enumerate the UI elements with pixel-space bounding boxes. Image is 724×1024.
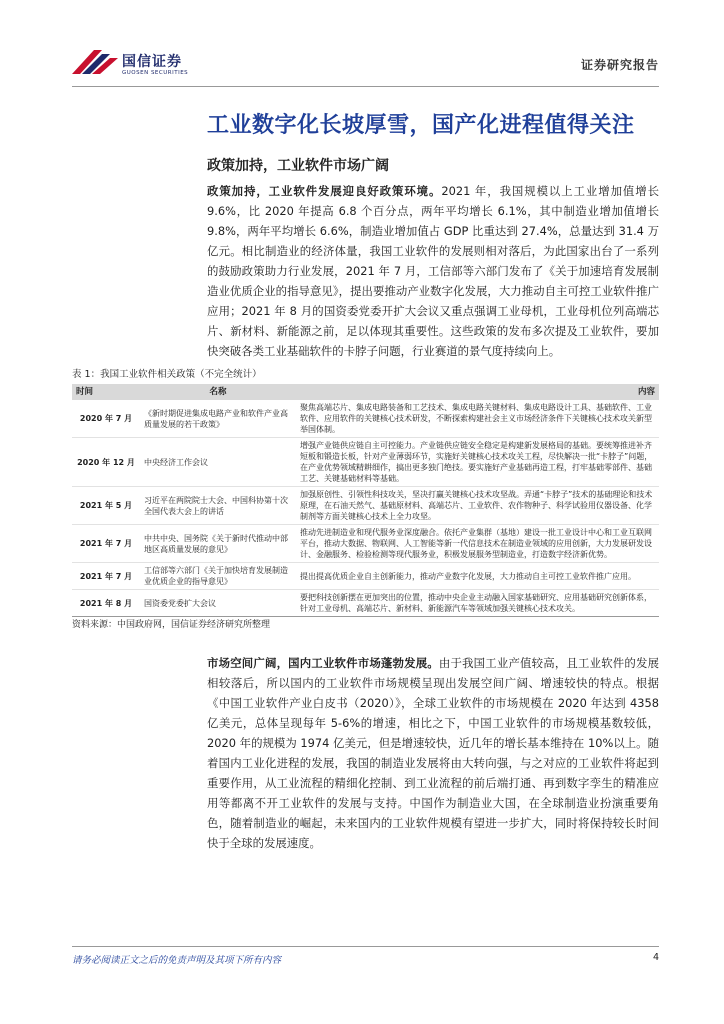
cell-time: 2020 年 7 月 [72,400,140,438]
cell-name: 中央经济工作会议 [140,438,296,487]
cell-time: 2021 年 7 月 [72,525,140,563]
logo-chinese-name: 国信证券 [122,54,182,70]
footer-divider [72,946,659,947]
logo-english-name: GUOSEN SECURITIES [122,70,189,76]
cell-content: 要把科技创新摆在更加突出的位置，推动中央企业主动融入国家基础研究、应用基础研究创新体系，针对工业母机、高端芯片、新材料、新能源汽车等领域加强关键核心技术攻关。 [296,590,659,617]
header-content: 内容 [296,384,659,400]
policy-table [72,384,659,617]
paragraph-body: 2021 年，我国规模以上工业增加值增长 9.6%，比 2020 年提高 6.8 个百分点，两年平均增长 6.1%，其中制造业增加值增长 9.8%，两年平均增长 6.6%，制造业增加值占 GDP 比重达到 27.4%，总量达到 31.4 万亿元。相比制造业的经济体量，我国工业软件的发展则相对落后，为此国家出台了一系列的鼓励政策助力行业发展，2021 年 7 月，工信部等六部门发布了《关于加速培育发展制造业优质企业的指导意见》，提出要推动产业数字化发展，大力推动自主可控工业软件推广应用；2021 年 8 月的国资委党委开扩大会议又重点强调工业母机，工业母机位列高端芯片、新材料、新能源之前，足以体现其重要性。这些政策的发布多次提及工业软件，要加快突破各类工业基础软件的卡脖子问题，行业赛道的景气度持续向上。 [207,184,659,358]
cell-content: 推动先进制造业和现代服务业深度融合。依托产业集群（基地）建设一批工业设计中心和工业互联网平台，推动大数据、物联网、人工智能等新一代信息技术在制造业领域的应用创新，大力发展研发设计、金融服务、检验检测等现代服务业，积极发展服务型制造业，打造数字经济新优势。 [296,525,659,563]
guosen-logo-mark-icon [72,48,118,78]
table-row [72,438,659,487]
table-caption: 表 1：我国工业软件相关政策（不完全统计） [72,369,262,380]
cell-time: 2021 年 5 月 [72,487,140,525]
table-row [72,563,659,590]
header-divider [72,86,659,87]
cell-time: 2021 年 8 月 [72,590,140,617]
cell-name: 工信部等六部门《关于加快培育发展制造业优质企业的指导意见》 [140,563,296,590]
header-time: 时间 [72,384,140,400]
cell-name: 《新时期促进集成电路产业和软件产业高质量发展的若干政策》 [140,400,296,438]
page-number: 4 [652,952,659,963]
cell-content: 增强产业链供应链自主可控能力。产业链供应链安全稳定是构建新发展格局的基础。要统筹推进补齐短板和锻造长板，针对产业薄弱环节，实施好关键核心技术攻关工程，尽快解决一批“卡脖子”问题，在产业优势领域精耕细作，搞出更多独门绝技。要实施好产业基础再造工程，打牢基础零部件、基础工艺、关键基础材料等基础。 [296,438,659,487]
disclaimer-text: 请务必阅读正文之后的免责声明及其项下所有内容 [72,955,282,966]
cell-time: 2021 年 7 月 [72,563,140,590]
cell-name: 习近平在两院院士大会、中国科协第十次全国代表大会上的讲话 [140,487,296,525]
table-row [72,525,659,563]
table-row [72,400,659,438]
paragraph-lead: 市场空间广阔，国内工业软件市场蓬勃发展。 [207,656,439,670]
section-subtitle: 政策加持，工业软件市场广阔 [207,158,389,174]
cell-content: 加强原创性、引领性科技攻关，坚决打赢关键核心技术攻坚战。弄通“卡脖子”技术的基础理论和技术原理，在石油天然气、基础原材料、高端芯片、工业软件、农作物种子、科学试验用仪器设备、化学制剂等方面关键核心技术上全力攻坚。 [296,487,659,525]
paragraph-lead: 政策加持，工业软件发展迎良好政策环境。 [207,184,442,198]
paragraph-body: 由于我国工业产值较高，且工业软件的发展相较落后，所以国内的工业软件市场规模呈现出发展空间广阔、增速较快的特点。根据《中国工业软件产业白皮书（2020）》，全球工业软件的市场规模在 2020 年达到 4358 亿美元，总体呈现每年 5-6%的增速，相比之下，中国工业软件的市场规模基数较低，2020 年的规模为 1974 亿美元，但是增速较快，近几年的增长基本维持在 10%以上。随着国内工业化进程的发展，我国的制造业发展将由大转向强，与之对应的工业软件将起到重要作用，从工业流程的精细化控制、到工业流程的前后端打通、再到数字孪生的精准应用等都离不开工业软件的发展与支持。中国作为制造业大国，在全球制造业扮演重要角色，随着制造业的崛起，未来国内的工业软件规模有望进一步扩大，同时将保持较长时间快于全球的发展速度。 [207,656,659,850]
paragraph-policy [207,181,659,361]
report-type-label: 证券研究报告 [580,58,659,72]
cell-name: 国资委党委扩大会议 [140,590,296,617]
cell-name: 中共中央、国务院《关于新时代推动中部地区高质量发展的意见》 [140,525,296,563]
cell-time: 2020 年 12 月 [72,438,140,487]
table-source: 资料来源：中国政府网，国信证券经济研究所整理 [72,620,271,630]
page-title: 工业数字化长坡厚雪，国产化进程值得关注 [207,113,635,138]
table-row [72,487,659,525]
header-name: 名称 [140,384,296,400]
table-row [72,590,659,617]
paragraph-market [207,653,659,853]
table-header-row [72,384,659,400]
guosen-logo [72,48,202,80]
cell-content: 提出提高优质企业自主创新能力，推动产业数字化发展，大力推动自主可控工业软件推广应用。 [296,563,659,590]
cell-content: 聚焦高端芯片、集成电路装备和工艺技术、集成电路关键材料、集成电路设计工具、基础软件、工业软件、应用软件的关键核心技术研发，不断探索构建社会主义市场经济条件下关键核心技术攻关新型举国体制。 [296,400,659,438]
page-header [72,44,659,84]
